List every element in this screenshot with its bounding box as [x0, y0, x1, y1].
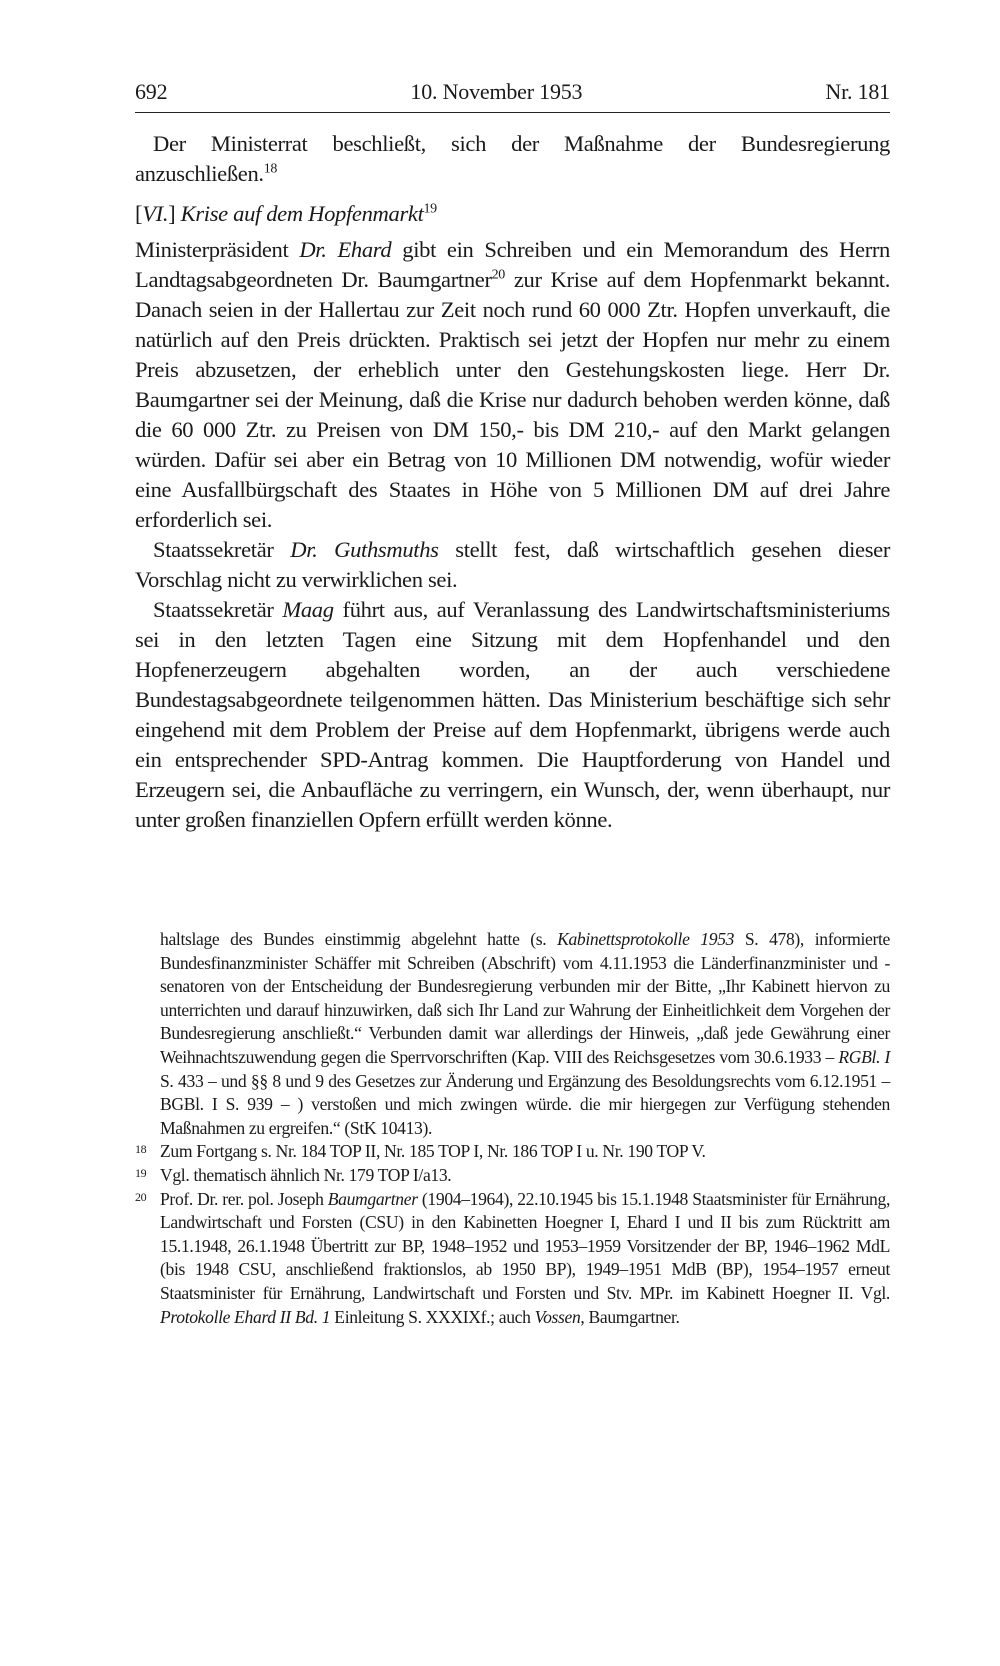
- page-number: 692: [135, 79, 168, 104]
- speaker-name: Dr. Ehard: [299, 237, 392, 262]
- footnote-text: haltslage des Bundes einstimmig abgelehnt hatte (s.: [160, 929, 558, 949]
- footnote-text: S. 478), informierte Bundesfinanzminister Schäffer mit Schreiben (Abschrift) vom 4.11.1953 die Länderfinanzminister und -senatoren von der Entscheidung der Bundesregierung verbunden mir der Bitte, „Ihr Kabinett hiervon zu unterrichten und darauf hinzuwirken, daß sich Ihr Land zur Wahrung der Einheitlichkeit dem Vorgehen der Bundesregierung anschließt.“ Verbunden damit war allerdings der Hinweis, „daß jede Gewährung einer Weihnachtszuwendung gegen die Sperrvorschriften (Kap. VIII des Reichsgesetzes vom 30.6.1933 –: [160, 929, 890, 1067]
- footnote-ref-18[interactable]: 18: [263, 161, 278, 177]
- section-number: VI.: [142, 201, 169, 226]
- paragraph-text: Der Ministerrat beschließt, sich der Maßnahme der Bundesregierung anzuschließen.: [135, 131, 890, 186]
- footnotes: [135, 928, 890, 1329]
- footnote-text: S. 433 – und §§ 8 und 9 des Gesetzes zur Änderung und Ergänzung des Besoldungsrechts vom 6.12.1951 – BGBl. I S. 939 – ) verstoßen und mich zwingen würde. die mir hiergegen zur Verfügung stehenden Maßnahmen zu ergreifen.“ (StK 10413).: [160, 1070, 890, 1138]
- footnote-number: 18: [135, 1142, 147, 1157]
- footnote-text: Zum Fortgang s. Nr. 184 TOP II, Nr. 185 TOP I, Nr. 186 TOP I u. Nr. 190 TOP V.: [160, 1141, 706, 1162]
- paragraph-text: gibt ein Schreiben und ein Memorandum des Herrn Landtagsabgeordneten Dr. Baumgartner: [135, 237, 890, 292]
- citation-title: Kabinettsprotokolle 1953: [557, 929, 735, 949]
- person-name: Baumgartner: [327, 1188, 418, 1209]
- paragraph-text: Staatssekretär: [153, 597, 283, 622]
- paragraph-text: zur Krise auf dem Hopfenmarkt bekannt. Danach seien in der Hallertau zur Zeit noch rund 60 000 Ztr. Hopfen unverkauft, die natürlich auf den Preis drückten. Praktisch sei jetzt der Hopfen nur mehr zu einem Preis abzusetzen, der erheblich unter den Gestehungskosten liege. Herr Dr. Baumgartner sei der Meinung, daß die Krise nur dadurch behoben werden könne, daß die 60 000 Ztr. zu Preisen von DM 150,- bis DM 210,- auf den Markt gelangen würden. Dafür sei aber ein Betrag von 10 Millionen DM notwendig, wofür wieder eine Ausfallbürgschaft des Staates in Höhe von 5 Millionen DM auf drei Jahre erforderlich sei.: [135, 267, 890, 532]
- author-name: Vossen: [534, 1306, 581, 1327]
- section-heading: [VI.] Krise auf dem Hopfenmarkt$^{19}$: [135, 201, 437, 226]
- paragraph-text: führt aus, auf Veranlassung des Landwirtschaftsministeriums sei in den letzten Tagen eine Sitzung mit dem Hopfenhandel und den Hopfenerzeugern abgehalten worden, an der auch verschiedene Bundestagsabgeordnete teilgenommen hätten. Das Ministerium beschäftige sich sehr eingehend mit dem Problem der Preise auf dem Hopfenmarkt, übrigens werde auch ein entsprechender SPD-Antrag kommen. Die Hauptforderung von Handel und Erzeugern sei, die Anbaufläche zu verringern, ein Wunsch, der, wenn überhaupt, nur unter großen finanziellen Opfern erfüllt werden könne.: [135, 597, 890, 832]
- citation-title: Protokolle Ehard II Bd. 1: [160, 1306, 331, 1327]
- page: [135, 78, 890, 835]
- paragraph-text: Ministerpräsident: [135, 237, 300, 262]
- speaker-name: Dr. Guthsmuths: [290, 537, 439, 562]
- footnote-20: [135, 1188, 890, 1330]
- footnote-continuation: [160, 928, 890, 1140]
- citation-title: RGBl. I: [838, 1046, 890, 1067]
- footnote-ref-20[interactable]: 20: [491, 267, 505, 283]
- footnote-number: 19: [135, 1165, 147, 1180]
- footnote-ref-19[interactable]: 19: [423, 201, 437, 217]
- paragraph-text: Staatssekretär: [153, 537, 291, 562]
- speaker-name: Maag: [282, 597, 334, 622]
- footnote-text-part: Einleitung S. XXXIXf.; auch: [330, 1306, 535, 1327]
- document-number: Nr. 181: [825, 79, 890, 104]
- paragraph-guthsmuths: [135, 535, 890, 595]
- footnote-text: Vgl. thematisch ähnlich Nr. 179 TOP I/a13.: [160, 1164, 452, 1185]
- footnote-number: 20: [135, 1189, 147, 1204]
- footnote-text-part: , Baumgartner.: [580, 1306, 680, 1327]
- running-header: [135, 78, 890, 113]
- header-date: 10. November 1953: [410, 79, 583, 104]
- paragraph-ehard: [135, 235, 890, 535]
- footnote-text-part: (1904–1964), 22.10.1945 bis 15.1.1948 Staatsminister für Ernährung, Landwirtschaft und Forsten (CSU) in den Kabinetten Hoegner I, Ehard I und II bis zum Rücktritt am 15.1.1948, 26.1.1948 Übertritt zur BP, 1948–1952 und 1953–1959 Vorsitzender der BP, 1946–1962 MdL (bis 1948 CSU, anschließend fraktionslos, ab 1950 BP), 1949–1951 MdB (BP), 1954–1957 erneut Staatsminister für Ernährung, Landwirtschaft und Forsten und Stv. MPr. im Kabinett Hoegner II. Vgl.: [160, 1188, 890, 1303]
- section-title: Krise auf dem Hopfenmarkt: [180, 201, 424, 226]
- footnote-text: [160, 1188, 890, 1330]
- footnote-19: [135, 1164, 890, 1188]
- body-text: [135, 129, 890, 835]
- footnote-text-part: Prof. Dr. rer. pol. Joseph: [160, 1188, 328, 1209]
- paragraph-resolution: [135, 129, 890, 189]
- footnote-18: [135, 1140, 890, 1164]
- paragraph-text: stellt fest, daß wirtschaftlich gesehen dieser Vorschlag nicht zu verwirklichen sei.: [135, 537, 891, 592]
- paragraph-maag: [135, 595, 890, 835]
